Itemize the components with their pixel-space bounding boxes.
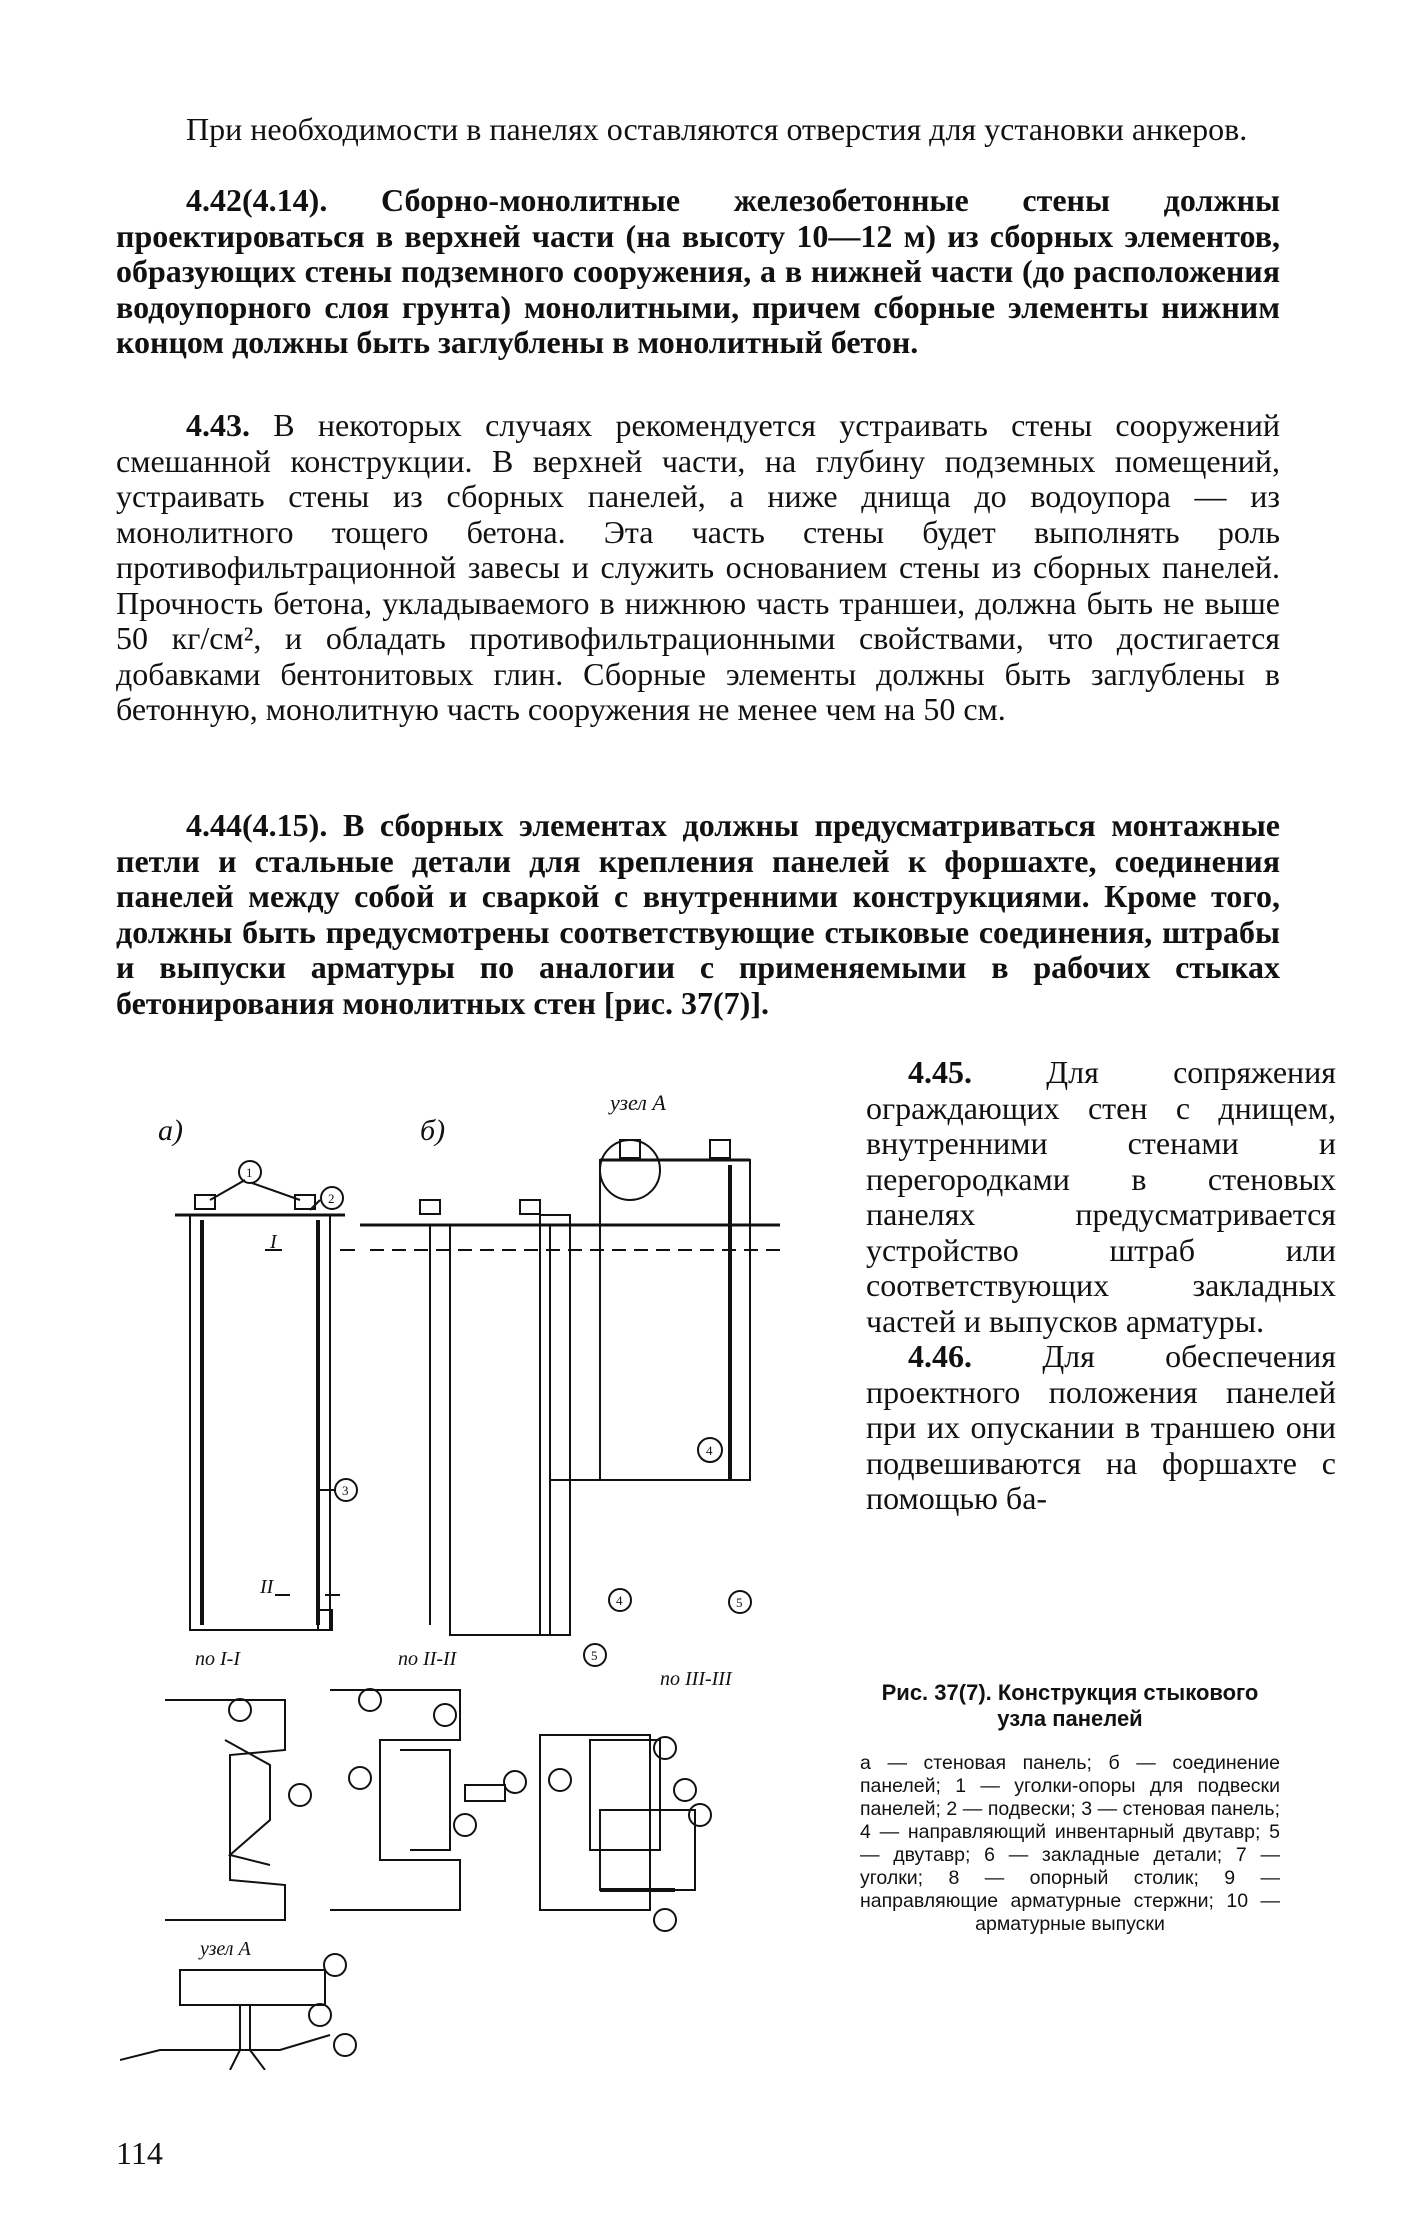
svg-text:3: 3 [342, 1483, 349, 1498]
paragraph-text: При необходимости в панелях оставляются отверстия для установки анкеров. [186, 111, 1248, 147]
paragraph-4-42 [116, 183, 1280, 361]
node-a-detail-label: узел А [200, 1938, 251, 1960]
figure-caption [860, 1680, 1280, 1936]
figure-label-b: б) [420, 1114, 446, 1147]
side-column [866, 1055, 1336, 1517]
section-i-detail [165, 1699, 311, 1920]
node-a-label: узел А [610, 1090, 666, 1115]
clause-number: 4.42(4.14). [186, 182, 328, 218]
section-label-3: по III-III [660, 1668, 732, 1690]
paragraph-text: В сборных элементах должны предусматриваться монтажные петли и стальные детали для крепления панелей к форшахте, соединения панелей между собой и сваркой с внутренними конструкциями. Кроме того, должны быть предусмотрены соответствующие стыковые соединения, штрабы и выпуски арматуры по аналогии с применяемыми в рабочих стыках бетонирования монолитных стен [рис. 37(7)]. [116, 807, 1281, 1021]
svg-text:I: I [270, 1231, 277, 1253]
paragraph-4-44 [116, 808, 1280, 1021]
paragraph-text: Сборно-монолитные железобетонные стены должны проектироваться в верхней части (на высоту 10—12 м) из сборных элементов, образующих стены подземного сооружения, а в нижней части (до расположения водоупорного слоя грунта) монолитными, причем сборные элементы нижним концом должны быть заглублены в монолитный бетон. [116, 182, 1280, 360]
clause-number: 4.43. [186, 407, 250, 443]
paragraph-text: Для обеспечения проектного положения панелей при их опускании в траншею они подвешиваются на форшахте с помощью ба- [866, 1338, 1336, 1516]
svg-text:5: 5 [591, 1648, 598, 1663]
figure-label-a: а) [158, 1114, 183, 1147]
paragraph-4-45 [866, 1055, 1336, 1339]
section-label-2: по II-II [398, 1648, 457, 1670]
paragraph-4-43 [116, 408, 1280, 728]
caption-legend: а — стеновая панель; б — соединение панелей; 1 — уголки-опоры для подвески панелей; 2 — подвески; 3 — стеновая панель; 4 — направляющий инвентарный двутавр; 5 — двутавр; 6 — закладные детали; 7 — уголки; 8 — опорный столик; 9 — направляющие арматурные стержни; 10 — арматурные выпуски [860, 1752, 1280, 1935]
svg-text:4: 4 [706, 1443, 713, 1458]
svg-text:2: 2 [328, 1191, 335, 1206]
svg-text:II: II [260, 1576, 274, 1598]
svg-text:5: 5 [736, 1595, 743, 1610]
paragraph-anchors [116, 112, 1280, 148]
paragraph-4-46 [866, 1339, 1336, 1517]
page-number: 114 [116, 2135, 163, 2171]
node-a-detail [120, 1954, 356, 2070]
section-iii-detail [540, 1735, 711, 1931]
wall-panel-a [175, 1161, 357, 1630]
figure-37-drawing [120, 1050, 840, 2070]
clause-number: 4.44(4.15). [186, 807, 328, 843]
clause-number: 4.46. [908, 1338, 972, 1374]
paragraph-text: В некоторых случаях рекомендуется устраивать стены сооружений смешанной конструкции. В верхней части, на глубину подземных помещений, устраивать стены из сборных панелей, а ниже днища до водоупора — из монолитного тощего бетона. Эта часть стены будет выполнять роль противофильтрационной завесы и служить основанием стены из сборных панелей. Прочность бетона, укладываемого в нижнюю часть траншеи, должна быть не выше 50 кг/см², и обладать противофильтрационными свойствами, что достигается добавками бентонитовых глин. Сборные элементы должны быть заглублены в бетонную, монолитную часть сооружения не менее чем на 50 см. [116, 407, 1281, 727]
svg-text:4: 4 [616, 1593, 623, 1608]
section-label-1: по I-I [195, 1648, 240, 1670]
svg-text:1: 1 [246, 1165, 253, 1180]
clause-number: 4.45. [908, 1054, 972, 1090]
section-ii-detail [330, 1689, 526, 1910]
panel-joint-b [360, 1140, 780, 1666]
paragraph-text: Для сопряжения ограждающих стен с днищем, внутренними стенами и перегородками в стеновых панелях предусматривается устройство штраб или соответствующих закладных частей и выпусков арматуры. [866, 1054, 1337, 1339]
caption-title: Рис. 37(7). Конструкция стыкового узла панелей [881, 1680, 1259, 1731]
